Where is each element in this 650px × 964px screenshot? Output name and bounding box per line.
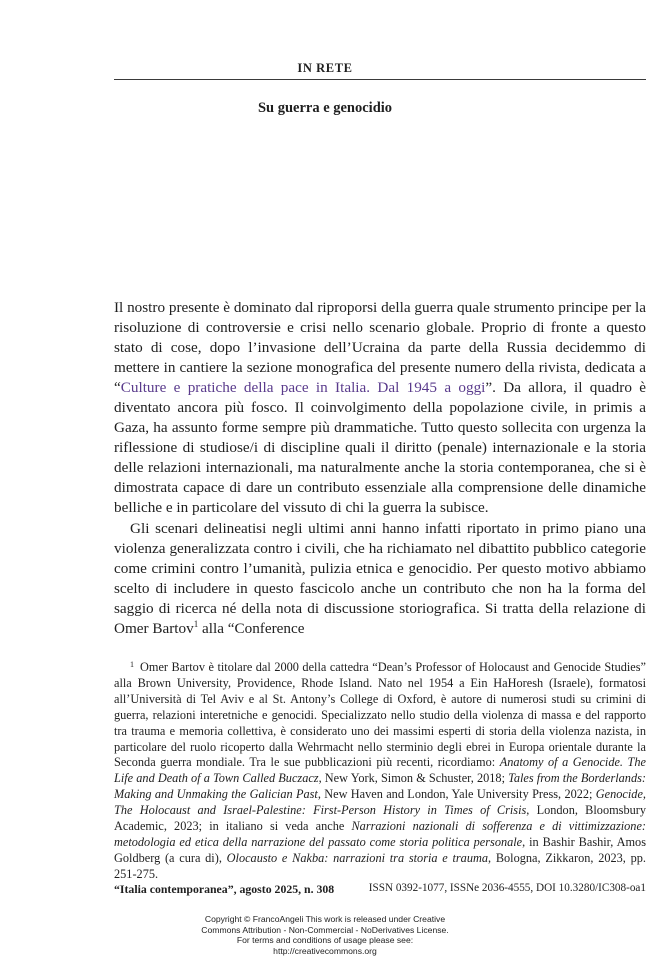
article-body (114, 298, 646, 639)
header-rule (114, 79, 646, 80)
journal-citation: “Italia contemporanea”, agosto 2025, n. 308 (114, 882, 335, 896)
footnote-1 (114, 660, 646, 883)
section-heading: IN RETE (297, 61, 353, 75)
paragraph-2-text-a: Gli scenari delineatisi negli ultimi anni hanno infatti riportato in primo piano una violenza generalizzata contro i civili, che ha richiamato nel dibattito pubblico categorie come crimini contro l’umanità, pulizia etnica e genocidio. Per questo motivo abbiamo scelto di includere in questo fascicolo anche un contributo che non ha la forma del saggio di ricerca né della nota di discussione storiografica. Si tratta della relazione di Omer Bartov (114, 519, 646, 637)
footnote-book-title: Genocide, The Holocaust and Israel-Palestine: First-Person History in Times of Crisis (114, 787, 646, 818)
paragraph-1-text-a: Il nostro presente è dominato dal riproporsi della guerra quale strumento principe per la risoluzione di controversie e crisi nello scenario globale. Proprio di fronte a questo stato di cose, dopo l’invasione dell’Ucraina da parte della Russia decidemmo di mettere in cantiere la sezione monografica del presente numero della rivista, dedicata a “ (114, 299, 646, 397)
footnote-text: , London, Bloomsbury Academic, 2023; in italiano si veda anche (114, 803, 646, 834)
footnote-reference[interactable]: 1 (193, 618, 199, 629)
article-title: Su guerra e genocidio (257, 100, 393, 116)
license-line: For terms and conditions of usage please see: (236, 935, 414, 946)
license-line: Commons Attribution - Non-Commercial - NoDerivatives License. (201, 924, 449, 935)
footnote-text: Omer Bartov è titolare dal 2000 della cattedra “Dean’s Professor of Holocaust and Genocide Studies” alla Brown University, Providence, Rhode Island. Nato nel 1954 a Ein HaHoresh (Israele), formatosi all’Università di Tel Aviv e al St. Antony’s College di Oxford, è autore di numerosi studi su crimini di guerra, relazioni interetniche e genocidi. Specializzato nello studio della violenza di massa e del rapporto tra trauma e memoria collettiva, è considerato uno dei massimi esperti di storia della violenza nazista, in particolare del ruolo ricoperto dalla Wehrmacht nello sterminio degli ebrei in Europa orientale durante la Seconda guerra mondiale. Tra le sue pubblicazioni più recenti, ricordiamo: (114, 660, 646, 770)
footnote-number: 1 (130, 660, 134, 669)
footnote-book-title: Anatomy of a Genocide. The Life and Death of a Town Called Buczacz (114, 755, 646, 786)
license-line: Copyright © FrancoAngeli This work is released under Creative (204, 914, 446, 924)
paragraph-2 (114, 519, 646, 639)
footnote-text: , in Bashir Bashir, Amos Goldberg (a cura di), (114, 834, 646, 865)
paragraph-1-text-b: ”. Da allora, il quadro è diventato ancora più fosco. Il coinvolgimento della popolazione civile, in primis a Gaza, ha assunto forme sempre più drammatiche. Tutto questo sollecita con urgenza la riflessione di studiose/i di discipline quali il diritto (penale) internazionale e la storia delle relazioni internazionali, ma naturalmente anche la storia contemporanea, che si è dimostrata capace di dare un contributo essenziale alla comprensione delle dinamiche belliche e in particolare del vissuto di chi la guerra la subisce. (114, 379, 646, 517)
footnote-text: , New York, Simon & Schuster, 2018; (318, 771, 509, 786)
footnote-book-title: Narrazioni nazionali di sofferenza e di vittimizzazione: metodologia ed etica della narrazione del passato come storia politica personale (114, 819, 646, 849)
license-notice (0, 914, 650, 956)
issn-doi: ISSN 0392-1077, ISSNe 2036-4555, DOI 10.3280/IC308-oa1 (368, 882, 646, 894)
footnote-book-title: Tales from the Borderlands: Making and Unmaking the Galician Past (114, 771, 646, 802)
paragraph-2-text-b: alla “Conference (198, 619, 305, 637)
paragraph-1 (114, 298, 646, 519)
footnote-text: , New Haven and London, Yale University Press, 2022; (317, 787, 596, 802)
issue-section-link[interactable]: Culture e pratiche della pace in Italia. Dal 1945 a oggi (120, 379, 486, 397)
footnote-book-title: Olocausto e Nakba: narrazioni tra storia e trauma (226, 850, 489, 865)
license-url-link[interactable]: http://creativecommons.org (273, 945, 377, 956)
footnote-text: , Bologna, Zikkaron, 2023, pp. 251-275. (114, 850, 646, 881)
